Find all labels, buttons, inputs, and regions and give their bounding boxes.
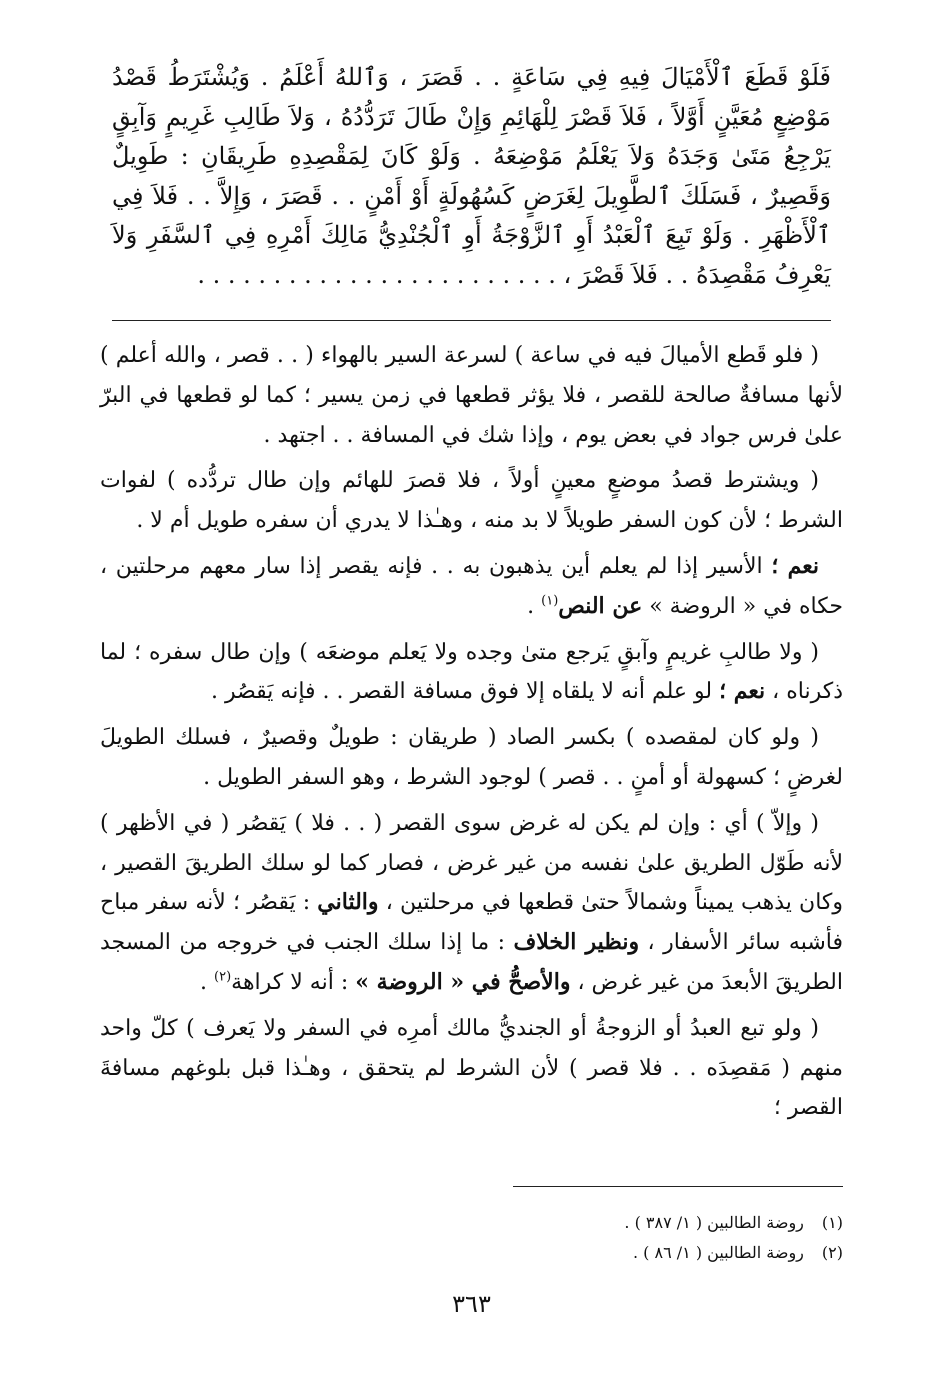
text-run: ( ولو كان لمقصده ) بكسر الصاد ( طريقان : طويلٌ وقصيرٌ ، فسلك الطويلَ لغرضٍ ؛ كسهولة أو أمنٍ . . قصر ) لوجود الشرط ، وهو السفر الطويل .: [100, 725, 843, 790]
matn-text: [112, 58, 831, 295]
text-run: : أنه لا كراهة: [231, 969, 356, 995]
footnote-ref: (٢): [214, 969, 232, 985]
commentary-paragraph: [100, 1009, 843, 1128]
commentary-paragraph: [100, 633, 843, 713]
footnote-number: (٢): [821, 1243, 843, 1262]
footnote-divider: [513, 1186, 843, 1187]
footnote-1: [243, 1208, 843, 1238]
footnote-2: [243, 1238, 843, 1268]
text-run: الأسير إذا لم يعلم أين يذهبون به . . فإنه يقصر إذا سار معهم مرحلتين ، حكاه في « الروضة »: [100, 553, 843, 619]
bold-term: عن النص: [558, 592, 643, 619]
commentary-paragraph: [100, 461, 843, 541]
text-run: ( ويشترط قصدُ موضعٍ معينٍ أولاً ، فلا قصرَ للهائم وإن طال تردُّده ) لفوات الشرط ؛ لأن كون السفر طويلاً لا بد منه ، وهـٰذا لا يدري أن سفره طويل أم لا .: [100, 468, 843, 534]
text-run: .: [527, 593, 542, 619]
matn-paragraph: فَلَوْ قَطَعَ ٱلْأَمْيَالَ فِيهِ فِي سَاعَةٍ . . قَصَرَ ، وَٱللهُ أَعْلَمُ . وَيُشْتَرَطُ قَصْدُ مَوْضِعٍ مُعَيَّنٍ أَوَّلاً ، فَلاَ قَصْرَ لِلْهَائِمِ وَإِنْ طَالَ تَرَدُّدُهُ ، وَلاَ طَالِبِ غَرِيمٍ وَآبِقٍ يَرْجِعُ مَتَىٰ وَجَدَهُ وَلاَ يَعْلَمُ مَوْضِعَهُ . وَلَوْ كَانَ لِمَقْصِدِهِ طَرِيقَانِ : طَوِيلٌ وَقَصِيرٌ ، فَسَلَكَ ٱلطَّوِيلَ لِغَرَضٍ كَسُهُولَةٍ أَوْ أَمْنٍ . . قَصَرَ ، وَإِلاَّ . . فَلاَ فِي ٱلْأَظْهَرِ . وَلَوْ تَبِعَ ٱلْعَبْدُ أَوِ ٱلزَّوْجَةُ أَوِ ٱلْجُنْدِيُّ مَالِكَ أَمْرِهِ فِي ٱلسَّفَرِ وَلاَ يَعْرِفُ مَقْصِدَهُ . . فَلاَ قَصْرَ ، . . . . . . . . . . . . . . . . . . . . . . . .: [112, 63, 831, 289]
text-run: ( فلو قَطع الأميالَ فيه في ساعة ) لسرعة السير بالهواء ( . . قصر ، والله أعلم ) لأنها مسافةٌ صالحة للقصر ، فلا يؤثر قطعها في زمن يسير ؛ كما لو قطعها في البرّ علىٰ فرس جواد في بعض يوم ، وإذا شك في المسافة . . اجتهد .: [100, 343, 843, 448]
page-number: ٣٦٣: [452, 1290, 491, 1318]
footnotes: [243, 1208, 843, 1268]
text-run: لو علم أنه لا يلقاه إلا فوق مسافة القصر . . فإنه يَقصُر .: [210, 679, 720, 705]
commentary-text: [100, 336, 843, 1134]
text-run: : ما إذا سلك الجنب في خروجه من المسجد الطريقَ الأبعدَ من غير غرض ،: [100, 930, 843, 995]
text-run: : يَقصُر ؛ لأنه سفر مباح فأشبه سائر الأسفار ،: [100, 890, 844, 956]
bold-term: والثاني: [317, 889, 379, 916]
footnote-text: روضة الطالبين ( ١/ ٨٦ ) .: [632, 1243, 804, 1262]
text-run: ( وإلاّ ) أي : وإن لم يكن له غرض سوى القصر ( . . فلا ) يَقصُر ( في الأظهر ) لأنه طَوّل الطريق علىٰ نفسه من غير غرض ، فصار كما لو سلك الطريقَ القصير ، وكان يذهب يميناً وشمالاً حتىٰ قطعها في مرحلتين ،: [100, 810, 843, 916]
bold-term: نعم ؛: [719, 678, 766, 705]
matn-divider: [112, 320, 831, 321]
footnote-number: (١): [821, 1213, 843, 1232]
bold-term: نعم ؛: [771, 552, 820, 579]
commentary-paragraph: [100, 336, 843, 455]
bold-term: ونظير الخلاف: [513, 929, 640, 956]
bold-term: والأصحُّ في « الروضة »: [355, 968, 571, 995]
footnote-ref: (١): [541, 593, 559, 609]
text-run: .: [200, 969, 215, 995]
text-run: ( ولو تبع العبدُ أو الزوجةُ أو الجنديُّ مالك أمرِه في السفر ولا يَعرف ) كلّ واحد منهم ( مَقصِدَه . . فلا قصر ) لأن الشرط لم يتحقق ، وهـٰذا قبل بلوغهم مسافةَ القصر ؛: [100, 1015, 843, 1121]
footnote-text: روضة الطالبين ( ١/ ٣٨٧ ) .: [624, 1213, 804, 1232]
commentary-paragraph: [100, 718, 843, 798]
commentary-paragraph: [100, 547, 843, 627]
commentary-paragraph: [100, 804, 843, 1003]
text-run: ( ولا طالبِ غريمٍ وآبقٍ يَرجع متىٰ وجده ولا يَعلم موضعَه ) وإن طال سفره ؛ لما ذكرناه ،: [100, 639, 843, 705]
